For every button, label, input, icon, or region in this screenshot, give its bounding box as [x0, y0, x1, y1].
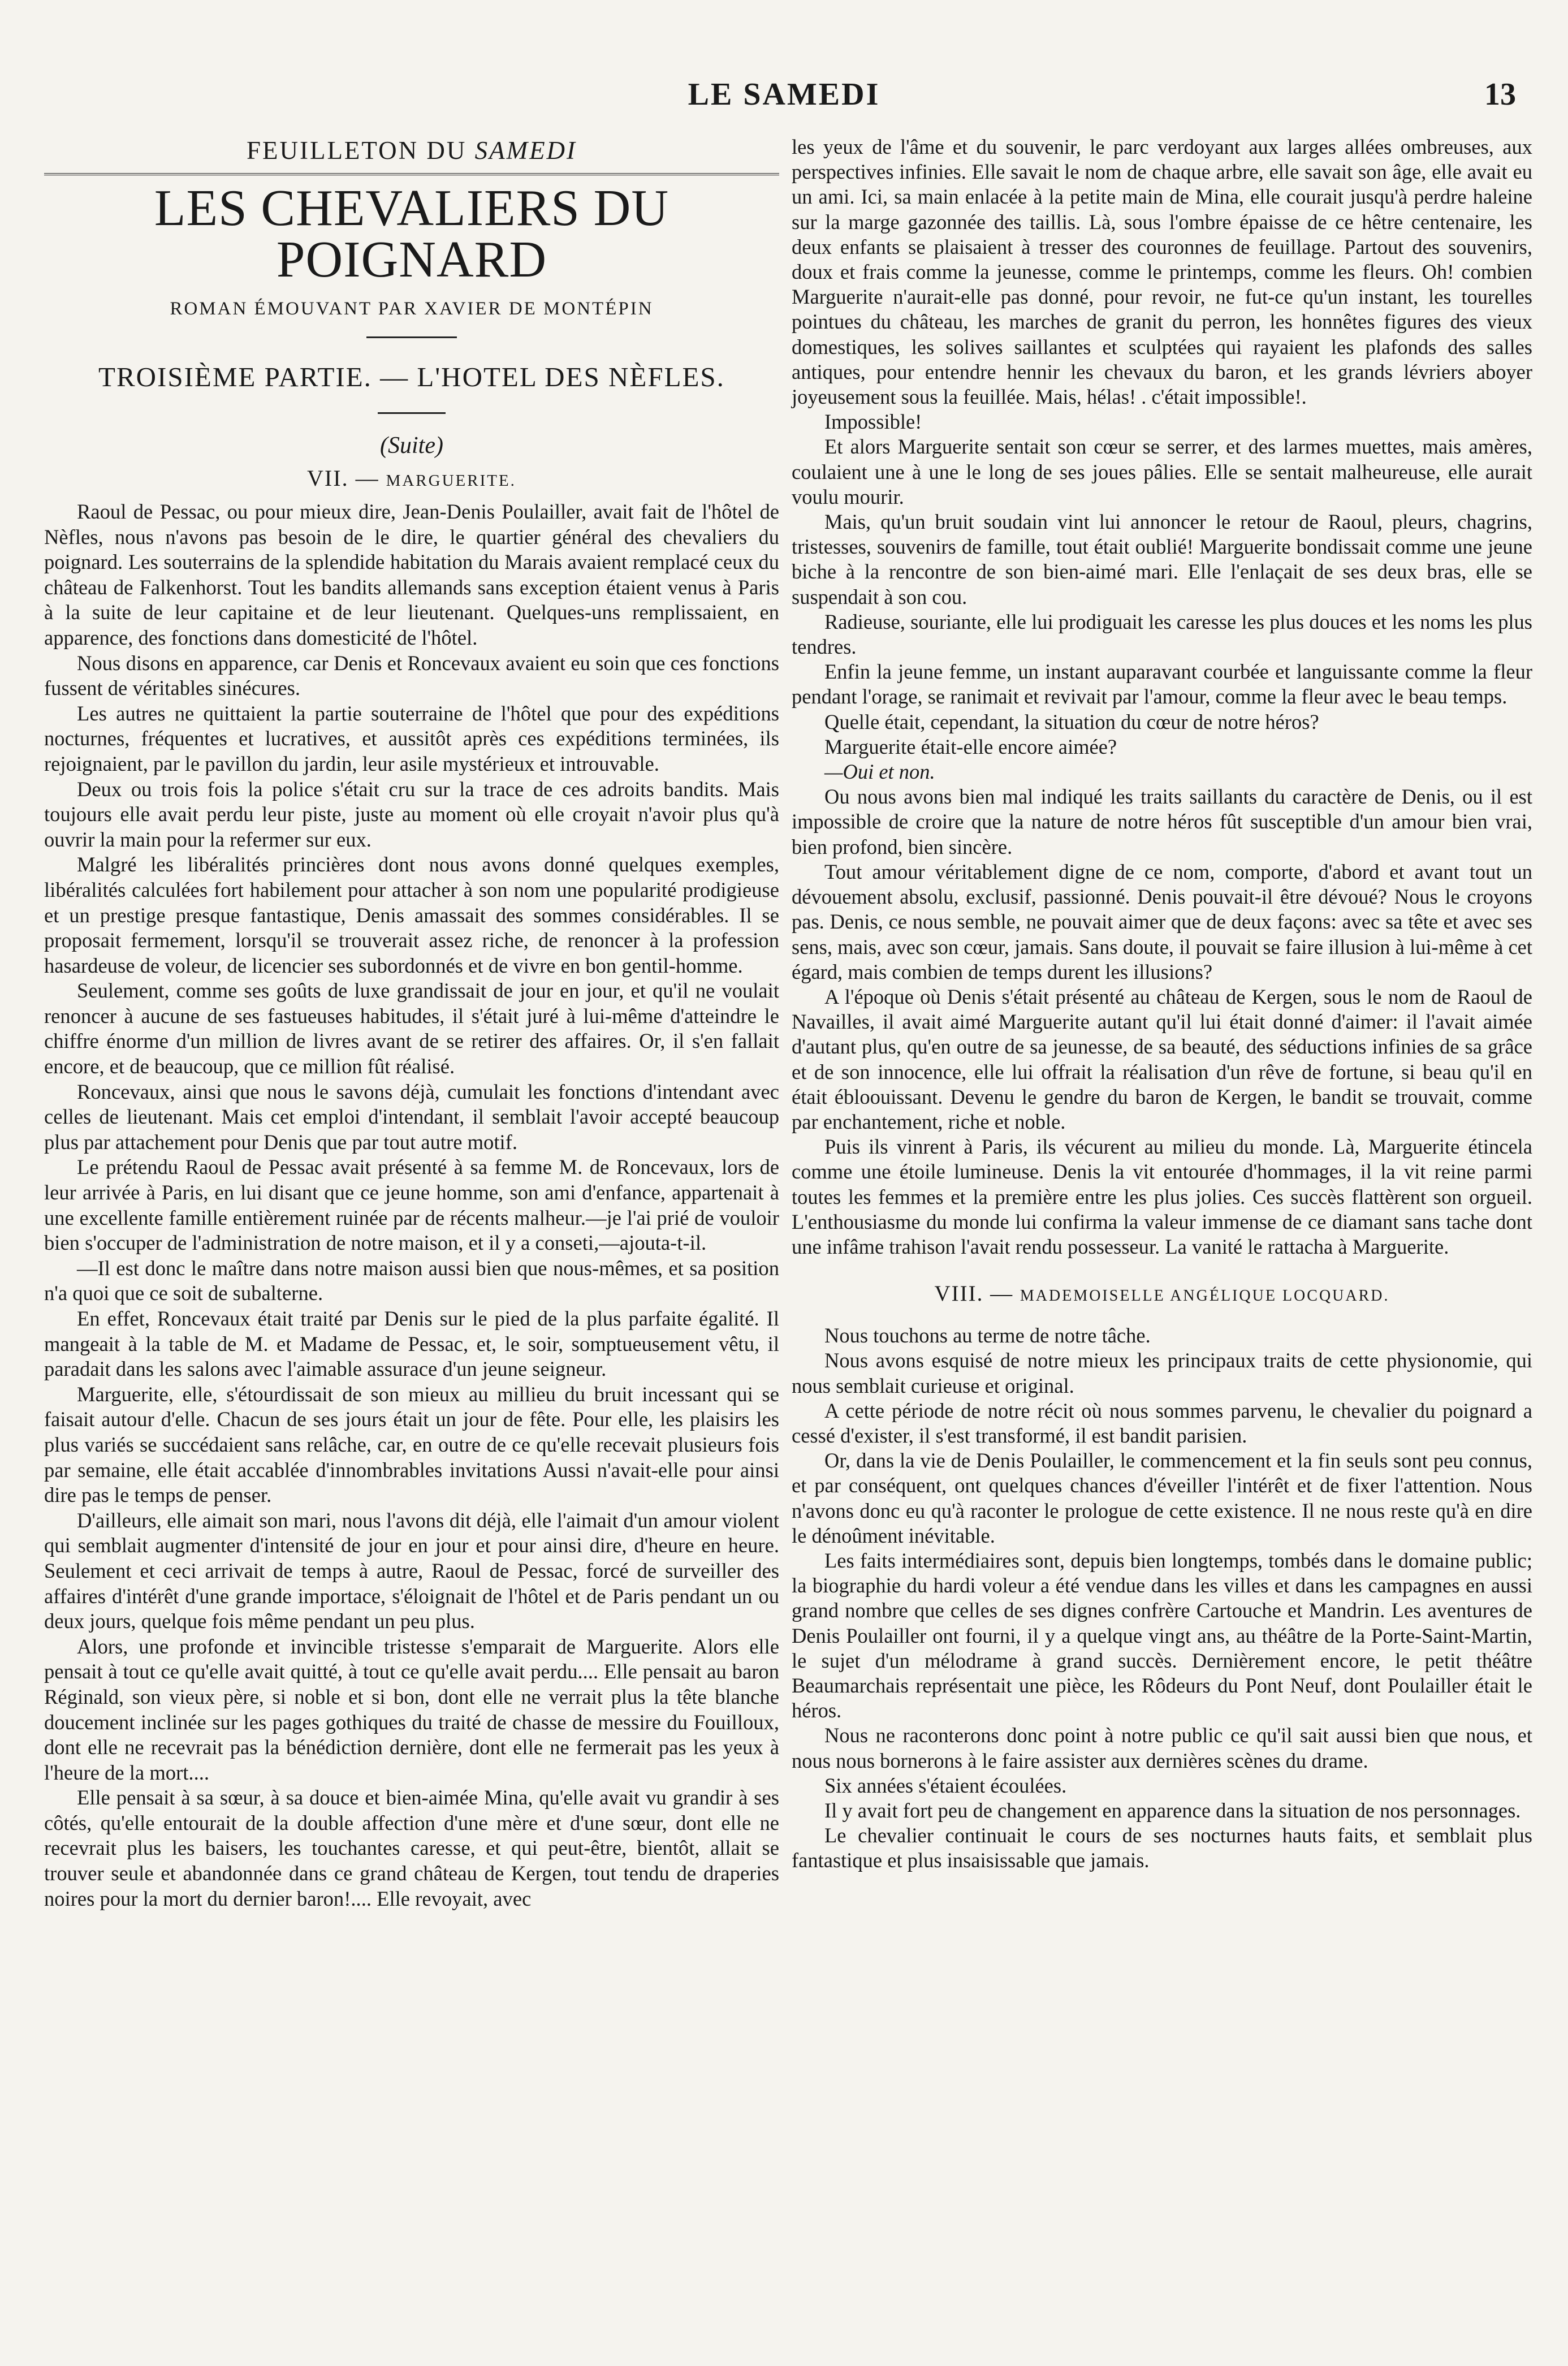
paragraph: Nous ne raconterons donc point à notre public ce qu'il sait aussi bien que nous, et nous nous bornerons à le faire assister aux dernières scènes du drame.	[792, 1724, 1532, 1772]
paragraph: Le chevalier continuait le cours de ses nocturnes hauts faits, et semblait plus fantastique et plus insaisissable que jamais.	[792, 1824, 1532, 1872]
paragraph: Les faits intermédiaires sont, depuis bien longtemps, tombés dans le domaine public; la biographie du hardi voleur a été vendue dans les villes et dans les campagnes en aussi grand nombre que celles de ses dignes confrère Cartouche et Mandrin. Les aventures de Denis Poulailler ont fourni, il y a quelque vingt ans, au théâtre de la Porte-Saint-Martin, le sujet d'un mélodrame à grand succès. Dernièrement encore, le petit théâtre Beaumarchais représentait une pièce, les Rôdeurs du Pont Neuf, dont Poulailler était le héros.	[792, 1548, 1532, 1722]
running-title: LE SAMEDI	[688, 77, 880, 112]
paragraph: les yeux de l'âme et du souvenir, le parc verdoyant aux larges allées ombreuses, aux perspectives infinies. Elle savait le nom de chaque arbre, elle savait son âge, elle avait eu un ami. Ici, sa main enlacée à la petite main de Mina, elle courait jusqu'à perdre haleine sur la marge gazonnée des taillis. Là, sous l'ombre épaisse de ce hêtre centenaire, les deux enfants se plaisaient à tresser des couronnes de feuillage. Partout des souvenirs, doux et frais comme la jeunesse, comme le printemps, comme les fleurs. Oh! combien Marguerite n'aurait-elle pas donné, pour revoir, ne fut-ce qu'un instant, les tourelles pointues du château, les marches de granit du perron, les honnêtes figures des vieux domestiques, les solives saillantes et sculptées qui rayaient les plafonds des salles antiques, pour entendre hennir les chevaux du baron, et les grands lévriers aboyer joyeusement sous la feuillée. Mais, hélas! . c'était impossible!.	[792, 135, 1532, 409]
paragraph: Impossible!	[824, 410, 922, 434]
paragraph: Marguerite, elle, s'étourdissait de son mieux au millieu du bruit incessant qui se faisait autour d'elle. Chacun de ses jours était un jour de fête. Pour elle, les plaisirs les plus variés se succédaient sans relâche, car, en outre de ce qu'elle recevait plusieurs fois par semaine, elle était accablée d'innombrables invitations Aussi n'avait-elle pour ainsi dire pas le temps de penser.	[44, 1382, 779, 1507]
chapter-number: VIII. —	[934, 1281, 1014, 1306]
paragraph: Six années s'étaient écoulées.	[824, 1773, 1067, 1797]
paragraph: Enfin la jeune femme, un instant auparavant courbée et languissante comme la fleur pendant l'orage, se ranimait et revivait par l'amour, comme la fleur avec le beau temps.	[792, 660, 1532, 709]
page-number: 13	[1484, 77, 1516, 112]
paragraph: Seulement, comme ses goûts de luxe grandissait de jour en jour, et qu'il ne voulait renoncer à aucune de ses fastueuses habitudes, il s'était juré à lui-même d'atteindre le chiffre énorme d'un million de livres avant de se retirer des affaires. Or, il s'en fallait encore, et de beaucoup, que ce million fût réalisé.	[44, 979, 779, 1078]
paragraph: Quelle était, cependant, la situation du cœur de notre héros?	[824, 710, 1319, 733]
feuilleton-journal: SAMEDI	[474, 136, 577, 165]
paragraph: —Oui et non.	[824, 760, 935, 784]
chapter-number: VII. —	[307, 465, 379, 491]
chapter-heading	[44, 465, 779, 491]
feuilleton-label	[44, 136, 779, 165]
paragraph: Tout amour véritablement digne de ce nom, comporte, d'abord et avant tout un dévouement absolu, exclusif, passionné. Denis pouvait-il être dévoué? Nous le croyons pas. Denis, ce nous semble, ne pouvait aimer que de deux façons: avec sa tête et avec ses sens, mais, avec son cœur, jamais. Sans doute, il pouvait se faire illusion à lui-même à cet égard, mais combien de temps durent les illusions?	[792, 860, 1532, 983]
paragraph: Et alors Marguerite sentait son cœur se serrer, et des larmes muettes, mais amères, coulaient une à une le long de ses joues pâlies. Elle se sentait malheureuse, elle aurait voulu mourir.	[792, 435, 1532, 508]
right-body-b	[792, 1323, 1532, 1873]
paragraph: Il y avait fort peu de changement en apparence dans la situation de nos personnages.	[824, 1799, 1521, 1822]
paragraph: Alors, une profonde et invincible tristesse s'emparait de Marguerite. Alors elle pensait à tout ce qu'elle avait quitté, à tout ce qu'elle avait perdu.... Elle pensait au baron Réginald, son vieux père, si noble et si bon, dont elle ne verrait plus la tête blanche doucement inclinée sur les pages gothiques du traité de chasse de messire du Fouilloux, dont elle ne recevrait pas la bénédiction dernière, dont elle ne fermerait pas les yeux à l'heure de la mort....	[44, 1634, 779, 1784]
paragraph: Marguerite était-elle encore aimée?	[824, 735, 1117, 758]
chapter-heading	[792, 1281, 1532, 1306]
chapter-title: MADEMOISELLE ANGÉLIQUE LOCQUARD.	[1020, 1287, 1390, 1305]
paragraph: Nous avons esquisé de notre mieux les principaux traits de cette physionomie, qui nous semblait curieuse et original.	[792, 1349, 1532, 1397]
separator-rule	[378, 412, 446, 414]
paragraph: Le prétendu Raoul de Pessac avait présenté à sa femme M. de Roncevaux, lors de leur arrivée à Paris, en lui disant que ce jeune homme, son ami d'enfance, appartenait à une excellente famille entièrement ruinée par de récents malheur.—je l'ai prié de vouloir bien s'occuper de l'administration de notre maison, et il y a conseti,—ajouta-t-il.	[44, 1155, 779, 1255]
paragraph: Radieuse, souriante, elle lui prodiguait les caresse les plus douces et les noms les plus tendres.	[792, 610, 1532, 659]
paragraph: Ou nous avons bien mal indiqué les traits saillants du caractère de Denis, ou il est impossible de croire que la nature de notre héros fût susceptible d'un amour bien vrai, bien profond, bien sincère.	[792, 785, 1532, 858]
paragraph: Nous touchons au terme de notre tâche.	[824, 1324, 1151, 1348]
paragraph: Raoul de Pessac, ou pour mieux dire, Jean-Denis Poulailler, avait fait de l'hôtel de Nèfles, nous n'avons pas besoin de le dire, le quartier général des chevaliers du poignard. Les souterrains de la splendide habitation du Marais avaient remplacé ceux du château de Falkenhorst. Tout les bandits allemands sans exception étaient venus à Paris à la suite de leur capitaine et de leur lieutenant. Quelques-uns remplissaient, en apparence, des fonctions dans domesticité de l'hôtel.	[44, 500, 779, 649]
paragraph: Mais, qu'un bruit soudain vint lui annoncer le retour de Raoul, pleurs, chagrins, tristesses, souvenirs de famille, tout était oublié! Marguerite bondissait comme une jeune biche à la rencontre de son bien-aimé mari. Elle l'enlaçait de ses deux bras, elle se suspendait à son cou.	[792, 510, 1532, 608]
feuilleton-prefix: FEUILLETON DU	[246, 136, 467, 165]
paragraph: D'ailleurs, elle aimait son mari, nous l'avons dit déjà, elle l'aimait d'un amour violent qui semblait augmenter d'intensité de jour en jour et pour ainsi dire, d'heure en heure. Seulement et ceci arrivait de temps à autre, Raoul de Pessac, forcé de surveiller des affaires d'intérêt d'une grande importace, s'éloignait de l'hôtel et de Paris pendant un ou deux jours, quelque fois même pendant un peu plus.	[44, 1508, 779, 1633]
paragraph: A l'époque où Denis s'était présenté au château de Kergen, sous le nom de Raoul de Navailles, il avait aimé Marguerite autant qu'il lui était donné d'aimer: il l'avait aimée d'autant plus, qu'en outre de sa jeunesse, de sa beauté, des séductions infinies de sa grâce et de son innocence, elle lui offrait la réalisation d'un rêve de fortune, si beau qu'il en était ébloouissant. Devenu le gendre du baron de Kergen, le bandit se trouvait, comme par enchantement, riche et noble.	[792, 985, 1532, 1133]
paragraph: Puis ils vinrent à Paris, ils vécurent au milieu du monde. Là, Marguerite étincela comme une étoile lumineuse. Denis la vit entourée d'hommages, il la vit reine parmi toutes les femmes et la première entre les plus jolies. Ces succès flattèrent son orgueil. L'enthousiasme du monde lui confirma la valeur immense de ce diamant sans tache dont une infâme trahison l'avait rendu possesseur. La vanité le rattacha à Marguerite.	[792, 1135, 1532, 1258]
paragraph: Or, dans la vie de Denis Poulailler, le commencement et la fin seuls sont peu connus, et par conséquent, ont quelques chances d'éveiller l'intérêt et de fixer l'attention. Nous n'avons donc eu qu'à raconter le prologue de cette existence. Il ne nous reste qu'à en dire le dénoûment inévitable.	[792, 1449, 1532, 1547]
paragraph: A cette période de notre récit où nous sommes parvenu, le chevalier du poignard a cessé d'exister, il s'est transformé, il est bandit parisien.	[792, 1398, 1532, 1447]
part-title: TROISIÈME PARTIE. — L'HOTEL DES NÈFLES.	[98, 361, 725, 392]
paragraph: Malgré les libéralités princières dont nous avons donné quelques exemples, libéralités calculées fort habilement pour attacher à son nom une popularité prodigieuse et un prestige presque fantastique, Denis amassait des sommes considérables. Il se proposait fermement, lorsqu'il se trouverait assez riche, de renoncer à la profession hasardeuse de voleur, de licencier ses subordonnés et de vivre en bon gentil-homme.	[44, 853, 779, 977]
paragraph: Roncevaux, ainsi que nous le savons déjà, cumulait les fonctions d'intendant avec celles de lieutenant. Mais cet emploi d'intendant, il semblait l'avoir accepté beaucoup plus par attachement pour Denis que par tout autre motif.	[44, 1080, 779, 1154]
chapter-title: MARGUERITE.	[386, 472, 516, 490]
left-column	[44, 136, 779, 1911]
left-body	[44, 499, 779, 1911]
paragraph: Les autres ne quittaient la partie souterraine de l'hôtel que pour des expéditions nocturnes, fréquentes et lucratives, et aussitôt après ces expéditions terminées, ils rejoignaient, par le pavillon du jardin, leur asile mystérieux et introuvable.	[44, 701, 779, 775]
suite-label: (Suite)	[380, 433, 443, 459]
serial-subtitle: ROMAN ÉMOUVANT PAR XAVIER DE MONTÉPIN	[170, 299, 654, 319]
running-head	[0, 76, 1568, 122]
paragraph: —Il est donc le maître dans notre maison aussi bien que nous-mêmes, et sa position n'a quoi que ce soit de subalterne.	[44, 1256, 779, 1305]
paragraph: Deux ou trois fois la police s'était cru sur la trace de ces adroits bandits. Mais toujours elle avait perdu leur piste, juste au moment où elle croyait n'avoir plus qu'à ouvrir la main pour la refermer sur eux.	[44, 777, 779, 851]
paragraph: En effet, Roncevaux était traité par Denis sur le pied de la plus parfaite égalité. Il mangeait à la table de M. et Madame de Pessac, et, le soir, somptueusement vêtu, il paradait dans les salons avec l'aimable assurace d'un jeune seigneur.	[44, 1307, 779, 1381]
right-body-a	[792, 135, 1532, 1259]
paragraph: Nous disons en apparence, car Denis et Roncevaux avaient eu soin que ces fonctions fussent de véritables sinécures.	[44, 651, 779, 700]
separator-rule	[366, 336, 457, 338]
right-column	[792, 135, 1532, 1873]
title-rule	[44, 173, 779, 175]
serial-title: LES CHEVALIERS DU POIGNARD	[154, 179, 669, 288]
paragraph: Elle pensait à sa sœur, à sa douce et bien-aimée Mina, qu'elle avait vu grandir à ses côtés, qu'elle entourait de la double affection d'une mère et d'une sœur, dont elle ne recevrait plus les baisers, les touchantes caresse, et qui peut-être, bientôt, allait se trouver seule et abandonnée dans ce grand château de Kergen, tout tendu de draperies noires pour la mort du dernier baron!.... Elle revoyait, avec	[44, 1786, 779, 1910]
